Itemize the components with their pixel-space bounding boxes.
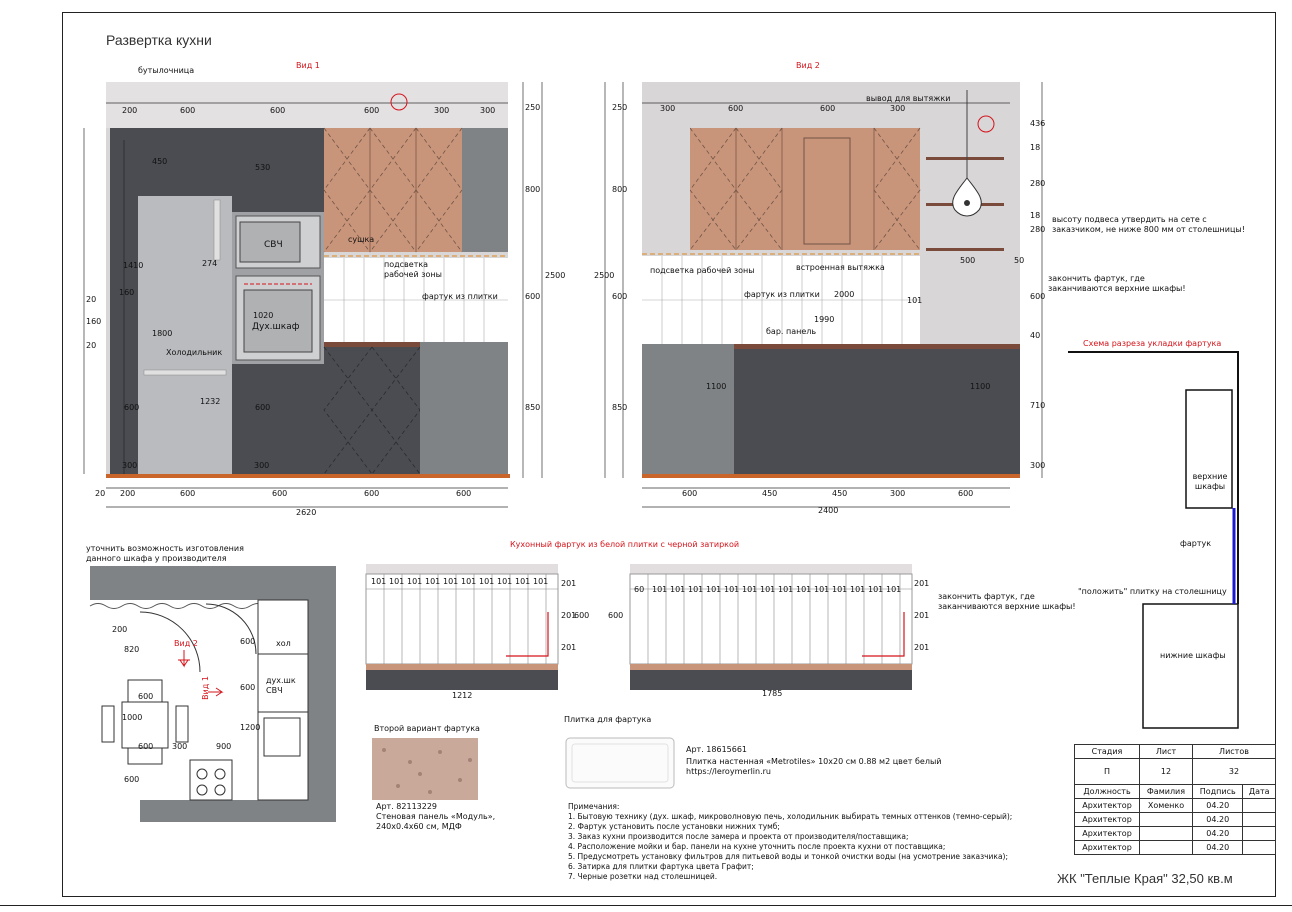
apron-right-width: 1785 bbox=[762, 689, 783, 698]
stamp-header-date: Дата bbox=[1243, 785, 1276, 799]
tile-width-right-3: 101 bbox=[688, 585, 704, 594]
plan-oven-label: дух.шк СВЧ bbox=[266, 676, 296, 695]
v2-bottom-dim-2: 450 bbox=[762, 489, 778, 498]
shelf-right-dim: 50 bbox=[1014, 256, 1025, 265]
v1-inner-dim-1020: 1020 bbox=[253, 311, 274, 320]
v1-total-dim: 2620 bbox=[296, 508, 317, 517]
v1-bottom-dim-5: 600 bbox=[364, 489, 380, 498]
stamp-date: 04.20 bbox=[1193, 799, 1243, 813]
plan-dim-2: 820 bbox=[124, 645, 140, 654]
tile-width-left-7: 101 bbox=[479, 577, 495, 586]
v2-right-dim-1: 436 bbox=[1030, 119, 1046, 128]
notes-block bbox=[568, 802, 1012, 882]
note-item: 2. Фартук установить после установки нижних тумб; bbox=[568, 822, 780, 831]
breadbox-label: бутылочница bbox=[138, 66, 195, 75]
stamp-role: Архитектор bbox=[1075, 799, 1140, 813]
hood-label: встроенная вытяжка bbox=[796, 263, 885, 272]
stamp-stage: П bbox=[1075, 759, 1140, 785]
apron-height-1: 201 bbox=[561, 579, 577, 588]
apron-height-right-3: 201 bbox=[914, 643, 930, 652]
v2-right-dim-3: 280 bbox=[1030, 179, 1046, 188]
v1-top-dim-6: 300 bbox=[480, 106, 496, 115]
dim-2000: 2000 bbox=[834, 290, 855, 299]
v1-top-dim-4: 600 bbox=[364, 106, 380, 115]
apron-label: фартук bbox=[1180, 539, 1212, 548]
hood-outlet-label: вывод для вытяжки bbox=[866, 94, 951, 103]
view2-label: Вид 2 bbox=[796, 61, 820, 70]
stamp-header-role: Должность bbox=[1075, 785, 1140, 799]
stamp-role: Архитектор bbox=[1075, 827, 1140, 841]
stamp-empty bbox=[1243, 841, 1276, 855]
alt-apron-article: Арт. 82113229 bbox=[376, 802, 438, 811]
v1-height-total: 2500 bbox=[545, 271, 566, 280]
dim-1990: 1990 bbox=[814, 315, 835, 324]
v2-bottom-dim-3: 450 bbox=[832, 489, 848, 498]
upper-cabinets-label: верхние шкафы bbox=[1192, 472, 1228, 491]
v1-inner-dim-300b: 300 bbox=[254, 461, 270, 470]
tile-width-right-10: 101 bbox=[814, 585, 830, 594]
v2-tile-apron-label: фартук из плитки bbox=[744, 290, 820, 299]
tile-width-right-6: 101 bbox=[742, 585, 758, 594]
stamp-role: Архитектор bbox=[1075, 841, 1140, 855]
v1-inner-dim-1800: 1800 bbox=[152, 329, 173, 338]
tile-width-left-5: 101 bbox=[443, 577, 459, 586]
v1-inner-dim-600a: 600 bbox=[255, 403, 271, 412]
v2-right-dim-6: 600 bbox=[1030, 292, 1046, 301]
note-item: 6. Затирка для плитки фартука цвета Графит; bbox=[568, 862, 754, 871]
tile-image bbox=[566, 738, 674, 788]
v1-right-dim-4: 850 bbox=[525, 403, 541, 412]
v1-top-dim-2: 600 bbox=[180, 106, 196, 115]
v2-left-dim-4: 850 bbox=[612, 403, 628, 412]
v1-tile-apron-label: фартук из плитки bbox=[422, 292, 498, 301]
dryer-label: сушка bbox=[348, 235, 375, 244]
alt-apron-swatch bbox=[372, 738, 478, 800]
stamp-date: 04.20 bbox=[1193, 841, 1243, 855]
alt-apron-size: 240x0.4x60 см, МДФ bbox=[376, 822, 462, 831]
shelf-dim: 500 bbox=[960, 256, 976, 265]
note-item: 3. Заказ кухни производится после замера и проекта от производителя/поставщика; bbox=[568, 832, 909, 841]
plan-view2-label: Вид 2 bbox=[174, 639, 198, 648]
v1-lighting-label: подсветка рабочей зоны bbox=[384, 260, 442, 279]
v2-top-dim-1: 300 bbox=[660, 104, 676, 113]
v2-right-dim-7: 40 bbox=[1030, 331, 1041, 340]
note-item: 4. Расположение мойки и бар. панели на кухне уточнить после проекта кухни от поставщика; bbox=[568, 842, 946, 851]
stamp-sheet: 12 bbox=[1140, 759, 1193, 785]
alt-apron-title: Второй вариант фартука bbox=[374, 724, 480, 733]
tile-width-left-3: 101 bbox=[407, 577, 423, 586]
dim-1100-left: 1100 bbox=[706, 382, 727, 391]
dim-101: 101 bbox=[907, 296, 923, 305]
v2-apron-note: закончить фартук, где заканчиваются верхние шкафы! bbox=[1048, 274, 1186, 293]
notes-title: Примечания: bbox=[568, 802, 620, 811]
tile-width-right-9: 101 bbox=[796, 585, 812, 594]
plan-dim-1: 200 bbox=[112, 625, 128, 634]
stamp-name bbox=[1140, 841, 1193, 855]
v2-bottom-dim-4: 300 bbox=[890, 489, 906, 498]
dim-1100-right: 1100 bbox=[970, 382, 991, 391]
stamp-name: Хоменко bbox=[1140, 799, 1193, 813]
v2-right-dim-4: 18 bbox=[1030, 211, 1041, 220]
tile-width-left-9: 101 bbox=[515, 577, 531, 586]
plan-dim-5: 600 bbox=[138, 742, 154, 751]
tile-width-left-8: 101 bbox=[497, 577, 513, 586]
v2-bottom-dim-1: 600 bbox=[682, 489, 698, 498]
apron-height-total: 600 bbox=[574, 611, 590, 620]
project-title: ЖК "Теплые Края" 32,50 кв.м bbox=[1057, 871, 1233, 886]
plan-dim-3: 600 bbox=[138, 692, 154, 701]
v1-inner-dim-274: 274 bbox=[202, 259, 218, 268]
note-item: 7. Черные розетки над столешницей. bbox=[568, 872, 718, 881]
v1-right-dim-3: 600 bbox=[525, 292, 541, 301]
stamp-date: 04.20 bbox=[1193, 827, 1243, 841]
v1-right-dim-2: 800 bbox=[525, 185, 541, 194]
tile-width-left-6: 101 bbox=[461, 577, 477, 586]
v2-top-dim-2: 600 bbox=[728, 104, 744, 113]
plan-view1-label: Вид 1 bbox=[200, 676, 210, 700]
apron-height-3: 201 bbox=[561, 643, 577, 652]
v1-inner-dim-160: 160 bbox=[119, 288, 135, 297]
tile-width-right-8: 101 bbox=[778, 585, 794, 594]
stamp-empty bbox=[1243, 799, 1276, 813]
tile-width-right-13: 101 bbox=[868, 585, 884, 594]
v2-top-dim-3: 600 bbox=[820, 104, 836, 113]
tile-description: Плитка настенная «Metrotiles» 10х20 см 0.88 м2 цвет белый bbox=[686, 757, 942, 766]
v2-left-dim-1: 250 bbox=[612, 103, 628, 112]
v2-total-dim: 2400 bbox=[818, 506, 839, 515]
v1-left-dim-160: 160 bbox=[86, 317, 102, 326]
stamp-header-sign: Подпись bbox=[1193, 785, 1243, 799]
bar-panel-label: бар. панель bbox=[766, 327, 817, 336]
v1-right-dim-1: 250 bbox=[525, 103, 541, 112]
v2-right-dim-9: 300 bbox=[1030, 461, 1046, 470]
section-title: Схема разреза укладки фартука bbox=[1083, 339, 1222, 348]
v1-bottom-dim-4: 600 bbox=[272, 489, 288, 498]
lower-cabinets-label: нижние шкафы bbox=[1160, 651, 1226, 660]
apron-left-width: 1212 bbox=[452, 691, 473, 700]
plan-dim-7: 900 bbox=[216, 742, 232, 751]
v1-inner-dim-300a: 300 bbox=[122, 461, 138, 470]
v1-top-dim-5: 300 bbox=[434, 106, 450, 115]
alt-apron-name: Стеновая панель «Модуль», bbox=[376, 812, 496, 821]
pendant-note: высоту подвеса утвердить на сете с заказчиком, не ниже 800 мм от столешницы! bbox=[1052, 215, 1245, 234]
v2-right-dim-2: 18 bbox=[1030, 143, 1041, 152]
stamp-date: 04.20 bbox=[1193, 813, 1243, 827]
section-scheme bbox=[1068, 352, 1238, 728]
v2-top-dim-4: 300 bbox=[890, 104, 906, 113]
tile-width-left-10: 101 bbox=[533, 577, 549, 586]
stamp-header-stage: Стадия bbox=[1075, 745, 1140, 759]
apron-height-2: 201 bbox=[561, 611, 577, 620]
v2-lighting-label: подсветка рабочей зоны bbox=[650, 266, 755, 275]
stamp-name bbox=[1140, 813, 1193, 827]
lay-tile-note: "положить" плитку на столешницу bbox=[1078, 587, 1227, 596]
v1-bottom-dim-2: 200 bbox=[120, 489, 136, 498]
v1-bottom-dim-6: 600 bbox=[456, 489, 472, 498]
v2-right-dim-8: 710 bbox=[1030, 401, 1046, 410]
note-item: 1. Бытовую технику (дух. шкаф, микроволновую печь, холодильник выбирать темных оттенков (темно-серый); bbox=[568, 812, 1013, 821]
title-block-stamp bbox=[1074, 744, 1276, 855]
oven-label: Дух.шкаф bbox=[252, 322, 300, 332]
stamp-role: Архитектор bbox=[1075, 813, 1140, 827]
tile-width-right-5: 101 bbox=[724, 585, 740, 594]
tile-first-right: 60 bbox=[634, 585, 645, 594]
v2-left-dim-3: 600 bbox=[612, 292, 628, 301]
stamp-empty bbox=[1243, 827, 1276, 841]
apron-height-right-1: 201 bbox=[914, 579, 930, 588]
tile-width-right-1: 101 bbox=[652, 585, 668, 594]
sheet-title: Развертка кухни bbox=[106, 32, 212, 48]
tile-width-right-4: 101 bbox=[706, 585, 722, 594]
tile-width-right-11: 101 bbox=[832, 585, 848, 594]
v1-left-dim-20b: 20 bbox=[86, 341, 97, 350]
tile-title: Плитка для фартука bbox=[564, 715, 652, 724]
stamp-header-sheet: Лист bbox=[1140, 745, 1193, 759]
v1-inner-dim-1232: 1232 bbox=[200, 397, 221, 406]
v1-left-dim-20a: 20 bbox=[86, 295, 97, 304]
plan-dim-8: 1200 bbox=[240, 723, 261, 732]
tile-width-left-4: 101 bbox=[425, 577, 441, 586]
apron-layout-title: Кухонный фартук из белой плитки с черной затиркой bbox=[510, 540, 740, 549]
tile-width-right-7: 101 bbox=[760, 585, 776, 594]
plan-dim-9: 600 bbox=[240, 637, 256, 646]
tile-width-left-1: 101 bbox=[371, 577, 387, 586]
note-item: 5. Предусмотреть установку фильтров для питьевой воды и тонкой очистки воды (на усмотрение заказчика); bbox=[568, 852, 1008, 861]
v2-right-dim-5: 280 bbox=[1030, 225, 1046, 234]
v2-bottom-dim-5: 600 bbox=[958, 489, 974, 498]
v1-bottom-dim-1: 20 bbox=[95, 489, 106, 498]
tile-width-left-2: 101 bbox=[389, 577, 405, 586]
tile-article: Арт. 18615661 bbox=[686, 745, 748, 754]
v1-bottom-dim-3: 600 bbox=[180, 489, 196, 498]
apron-height-right-2: 201 bbox=[914, 611, 930, 620]
v1-inner-dim-1410: 1410 bbox=[123, 261, 144, 270]
stamp-name bbox=[1140, 827, 1193, 841]
view2-elevation bbox=[605, 82, 1042, 507]
view1-label: Вид 1 bbox=[296, 61, 320, 70]
plan-fridge-label: хол bbox=[276, 639, 291, 648]
v1-inner-dim-600b: 600 bbox=[124, 403, 140, 412]
apron-layout-note: закончить фартук, где заканчиваются верхние шкафы! bbox=[938, 592, 1076, 611]
microwave-label: СВЧ bbox=[264, 240, 283, 250]
plan-dim-4: 1000 bbox=[122, 713, 143, 722]
tile-width-right-14: 101 bbox=[886, 585, 902, 594]
v1-top-dim-1: 200 bbox=[122, 106, 138, 115]
tile-width-right-2: 101 bbox=[670, 585, 686, 594]
v2-height-total: 2500 bbox=[594, 271, 615, 280]
plan-dim-6: 300 bbox=[172, 742, 188, 751]
plan-note: уточнить возможность изготовления данного шкафа у производителя bbox=[86, 544, 244, 563]
plan-dim-11: 600 bbox=[124, 775, 140, 784]
plan-dim-10: 600 bbox=[240, 683, 256, 692]
stamp-empty bbox=[1243, 813, 1276, 827]
stamp-header-sheets: Листов bbox=[1193, 745, 1276, 759]
apron-height-total-right: 600 bbox=[608, 611, 624, 620]
v1-inner-dim-530: 530 bbox=[255, 163, 271, 172]
stamp-sheets: 32 bbox=[1193, 759, 1276, 785]
stamp-header-name: Фамилия bbox=[1140, 785, 1193, 799]
tile-width-right-12: 101 bbox=[850, 585, 866, 594]
v1-top-dim-3: 600 bbox=[270, 106, 286, 115]
apron-layout-right bbox=[630, 564, 912, 690]
fridge-label: Холодильник bbox=[166, 348, 223, 357]
tile-url-link[interactable]: https://leroymerlin.ru bbox=[686, 767, 771, 776]
v1-inner-dim-450: 450 bbox=[152, 157, 168, 166]
v2-left-dim-2: 800 bbox=[612, 185, 628, 194]
